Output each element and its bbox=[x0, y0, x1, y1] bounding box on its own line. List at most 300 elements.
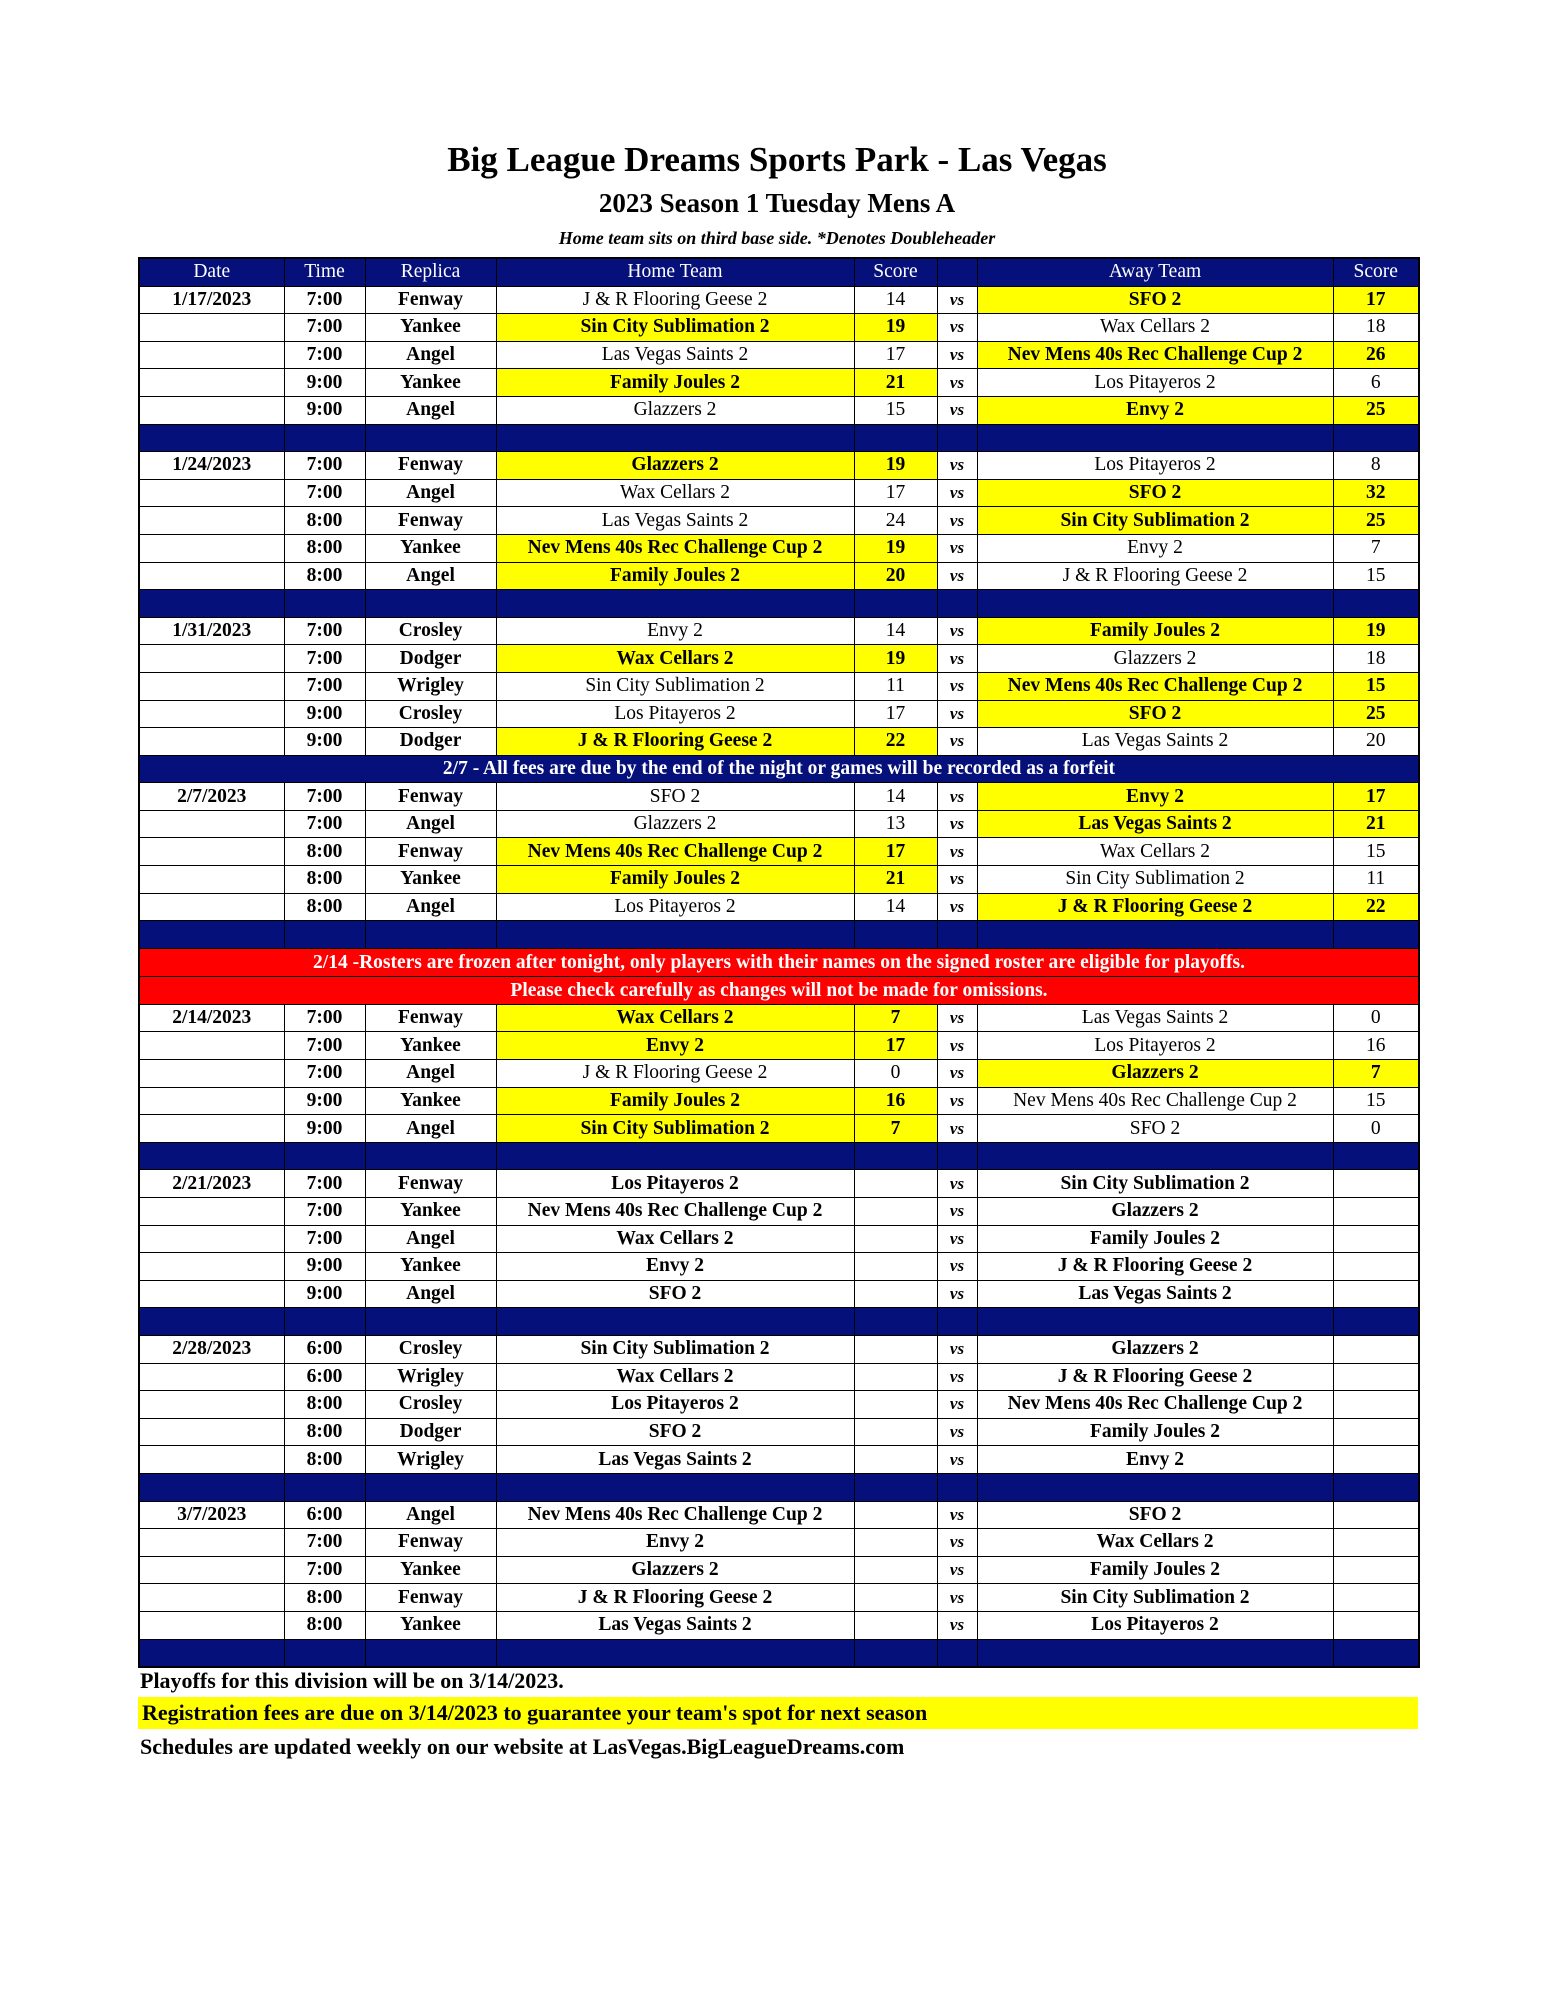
away-score: 18 bbox=[1333, 314, 1419, 342]
game-time: 9:00 bbox=[284, 1280, 365, 1308]
separator-cell bbox=[284, 1473, 365, 1501]
home-score bbox=[854, 1418, 937, 1446]
separator-cell bbox=[365, 1473, 496, 1501]
game-field: Yankee bbox=[365, 369, 496, 397]
game-field: Dodger bbox=[365, 728, 496, 756]
home-score: 14 bbox=[854, 617, 937, 645]
home-score bbox=[854, 1391, 937, 1419]
game-field: Yankee bbox=[365, 534, 496, 562]
home-team: Wax Cellars 2 bbox=[496, 1363, 854, 1391]
separator-cell bbox=[937, 1639, 977, 1667]
separator-cell bbox=[1333, 424, 1419, 452]
separator-cell bbox=[1333, 921, 1419, 949]
week-separator bbox=[139, 1308, 1419, 1336]
notice-text: 2/7 - All fees are due by the end of the night or games will be recorded as a forfeit bbox=[139, 755, 1419, 783]
away-team: Envy 2 bbox=[977, 534, 1333, 562]
home-team: Glazzers 2 bbox=[496, 396, 854, 424]
game-date bbox=[139, 1446, 284, 1474]
vs-label: vs bbox=[937, 1087, 977, 1115]
game-date bbox=[139, 645, 284, 673]
game-time: 9:00 bbox=[284, 1253, 365, 1281]
game-field: Angel bbox=[365, 893, 496, 921]
away-score: 7 bbox=[1333, 534, 1419, 562]
table-row bbox=[139, 838, 1419, 866]
home-team: SFO 2 bbox=[496, 1280, 854, 1308]
vs-label: vs bbox=[937, 810, 977, 838]
game-field: Yankee bbox=[365, 1198, 496, 1226]
game-time: 9:00 bbox=[284, 1115, 365, 1143]
away-team: J & R Flooring Geese 2 bbox=[977, 1253, 1333, 1281]
game-date: 2/7/2023 bbox=[139, 783, 284, 811]
game-time: 8:00 bbox=[284, 1391, 365, 1419]
game-time: 7:00 bbox=[284, 783, 365, 811]
home-score: 21 bbox=[854, 866, 937, 894]
home-team: Wax Cellars 2 bbox=[496, 645, 854, 673]
home-score: 7 bbox=[854, 1004, 937, 1032]
game-time: 8:00 bbox=[284, 893, 365, 921]
vs-label: vs bbox=[937, 783, 977, 811]
game-time: 7:00 bbox=[284, 810, 365, 838]
game-field: Yankee bbox=[365, 1032, 496, 1060]
home-score: 11 bbox=[854, 672, 937, 700]
away-team: Las Vegas Saints 2 bbox=[977, 728, 1333, 756]
game-time: 9:00 bbox=[284, 700, 365, 728]
away-team: Wax Cellars 2 bbox=[977, 1529, 1333, 1557]
home-score: 17 bbox=[854, 479, 937, 507]
game-date bbox=[139, 838, 284, 866]
game-field: Yankee bbox=[365, 1611, 496, 1639]
table-row bbox=[139, 1363, 1419, 1391]
away-team: Wax Cellars 2 bbox=[977, 838, 1333, 866]
vs-label: vs bbox=[937, 1115, 977, 1143]
game-date bbox=[139, 1391, 284, 1419]
game-date bbox=[139, 1611, 284, 1639]
game-field: Crosley bbox=[365, 1391, 496, 1419]
game-date bbox=[139, 479, 284, 507]
game-date bbox=[139, 1253, 284, 1281]
game-time: 7:00 bbox=[284, 1032, 365, 1060]
away-score: 7 bbox=[1333, 1060, 1419, 1088]
game-date: 1/17/2023 bbox=[139, 286, 284, 314]
table-row bbox=[139, 1501, 1419, 1529]
game-field: Fenway bbox=[365, 783, 496, 811]
separator-cell bbox=[937, 1142, 977, 1170]
table-row bbox=[139, 1170, 1419, 1198]
vs-label: vs bbox=[937, 1280, 977, 1308]
game-field: Fenway bbox=[365, 1004, 496, 1032]
vs-label: vs bbox=[937, 700, 977, 728]
game-field: Dodger bbox=[365, 1418, 496, 1446]
away-team: SFO 2 bbox=[977, 700, 1333, 728]
home-team: Los Pitayeros 2 bbox=[496, 1391, 854, 1419]
week-separator bbox=[139, 1473, 1419, 1501]
table-row bbox=[139, 1556, 1419, 1584]
game-field: Angel bbox=[365, 810, 496, 838]
game-field: Yankee bbox=[365, 314, 496, 342]
game-date bbox=[139, 1556, 284, 1584]
vs-label: vs bbox=[937, 617, 977, 645]
separator-cell bbox=[1333, 1308, 1419, 1336]
home-score bbox=[854, 1501, 937, 1529]
vs-label: vs bbox=[937, 1418, 977, 1446]
away-team: Sin City Sublimation 2 bbox=[977, 507, 1333, 535]
separator-cell bbox=[496, 921, 854, 949]
home-score bbox=[854, 1529, 937, 1557]
home-score: 16 bbox=[854, 1087, 937, 1115]
home-team: Nev Mens 40s Rec Challenge Cup 2 bbox=[496, 1198, 854, 1226]
separator-cell bbox=[496, 1308, 854, 1336]
game-time: 7:00 bbox=[284, 645, 365, 673]
away-score bbox=[1333, 1198, 1419, 1226]
vs-label: vs bbox=[937, 1584, 977, 1612]
separator-cell bbox=[937, 921, 977, 949]
away-team: Family Joules 2 bbox=[977, 617, 1333, 645]
week-separator bbox=[139, 921, 1419, 949]
away-score: 21 bbox=[1333, 810, 1419, 838]
table-row bbox=[139, 1391, 1419, 1419]
home-team: Nev Mens 40s Rec Challenge Cup 2 bbox=[496, 534, 854, 562]
away-team: J & R Flooring Geese 2 bbox=[977, 893, 1333, 921]
game-date bbox=[139, 1280, 284, 1308]
home-score: 17 bbox=[854, 838, 937, 866]
vs-label: vs bbox=[937, 1363, 977, 1391]
home-score bbox=[854, 1198, 937, 1226]
vs-label: vs bbox=[937, 1446, 977, 1474]
table-row bbox=[139, 562, 1419, 590]
away-team: Nev Mens 40s Rec Challenge Cup 2 bbox=[977, 341, 1333, 369]
away-team: Envy 2 bbox=[977, 396, 1333, 424]
vs-label: vs bbox=[937, 1501, 977, 1529]
table-row bbox=[139, 645, 1419, 673]
game-field: Crosley bbox=[365, 1335, 496, 1363]
game-field: Fenway bbox=[365, 1529, 496, 1557]
vs-label: vs bbox=[937, 479, 977, 507]
home-score: 17 bbox=[854, 700, 937, 728]
schedule-table bbox=[138, 257, 1420, 1668]
game-time: 7:00 bbox=[284, 314, 365, 342]
separator-cell bbox=[854, 1308, 937, 1336]
table-row bbox=[139, 1418, 1419, 1446]
home-score: 14 bbox=[854, 286, 937, 314]
game-field: Fenway bbox=[365, 452, 496, 480]
schedule-body bbox=[139, 286, 1419, 1667]
game-time: 7:00 bbox=[284, 1060, 365, 1088]
separator-cell bbox=[854, 1473, 937, 1501]
away-score bbox=[1333, 1611, 1419, 1639]
away-team: Wax Cellars 2 bbox=[977, 314, 1333, 342]
game-time: 8:00 bbox=[284, 1611, 365, 1639]
separator-cell bbox=[365, 1639, 496, 1667]
game-field: Fenway bbox=[365, 1584, 496, 1612]
table-row bbox=[139, 700, 1419, 728]
alert-text: Please check carefully as changes will not be made for omissions. bbox=[139, 976, 1419, 1004]
vs-label: vs bbox=[937, 507, 977, 535]
game-time: 7:00 bbox=[284, 617, 365, 645]
table-row bbox=[139, 783, 1419, 811]
table-row bbox=[139, 1060, 1419, 1088]
vs-label: vs bbox=[937, 1032, 977, 1060]
game-field: Angel bbox=[365, 562, 496, 590]
separator-cell bbox=[854, 424, 937, 452]
game-date bbox=[139, 672, 284, 700]
away-score bbox=[1333, 1391, 1419, 1419]
separator-cell bbox=[284, 921, 365, 949]
home-score: 19 bbox=[854, 645, 937, 673]
vs-label: vs bbox=[937, 866, 977, 894]
vs-label: vs bbox=[937, 838, 977, 866]
game-time: 7:00 bbox=[284, 1198, 365, 1226]
home-team: Envy 2 bbox=[496, 617, 854, 645]
game-field: Angel bbox=[365, 1115, 496, 1143]
game-date: 2/14/2023 bbox=[139, 1004, 284, 1032]
table-row bbox=[139, 866, 1419, 894]
table-row bbox=[139, 479, 1419, 507]
away-team: Envy 2 bbox=[977, 1446, 1333, 1474]
away-score: 20 bbox=[1333, 728, 1419, 756]
separator-cell bbox=[977, 1308, 1333, 1336]
vs-label: vs bbox=[937, 369, 977, 397]
away-team: SFO 2 bbox=[977, 1115, 1333, 1143]
away-team: Los Pitayeros 2 bbox=[977, 1611, 1333, 1639]
game-time: 8:00 bbox=[284, 838, 365, 866]
game-field: Angel bbox=[365, 479, 496, 507]
game-field: Angel bbox=[365, 1225, 496, 1253]
away-team: Glazzers 2 bbox=[977, 1198, 1333, 1226]
away-score: 15 bbox=[1333, 1087, 1419, 1115]
game-time: 9:00 bbox=[284, 369, 365, 397]
vs-label: vs bbox=[937, 728, 977, 756]
table-row bbox=[139, 1280, 1419, 1308]
separator-cell bbox=[977, 921, 1333, 949]
col-header-replica: Replica bbox=[365, 258, 496, 286]
table-row bbox=[139, 1115, 1419, 1143]
separator-cell bbox=[496, 590, 854, 618]
col-header-home-score: Score bbox=[854, 258, 937, 286]
game-time: 7:00 bbox=[284, 672, 365, 700]
home-team: Envy 2 bbox=[496, 1253, 854, 1281]
away-score: 25 bbox=[1333, 507, 1419, 535]
table-row bbox=[139, 893, 1419, 921]
home-score: 13 bbox=[854, 810, 937, 838]
col-header-time: Time bbox=[284, 258, 365, 286]
away-score: 19 bbox=[1333, 617, 1419, 645]
separator-cell bbox=[365, 921, 496, 949]
away-team: Glazzers 2 bbox=[977, 645, 1333, 673]
away-team: Glazzers 2 bbox=[977, 1335, 1333, 1363]
vs-label: vs bbox=[937, 1253, 977, 1281]
home-team: Glazzers 2 bbox=[496, 1556, 854, 1584]
vs-label: vs bbox=[937, 1060, 977, 1088]
away-team: Las Vegas Saints 2 bbox=[977, 1280, 1333, 1308]
col-header-home-team: Home Team bbox=[496, 258, 854, 286]
playoffs-note: Playoffs for this division will be on 3/14/2023. bbox=[140, 1668, 564, 1693]
game-date bbox=[139, 507, 284, 535]
separator-cell bbox=[365, 424, 496, 452]
table-row bbox=[139, 728, 1419, 756]
separator-cell bbox=[284, 590, 365, 618]
separator-cell bbox=[496, 1473, 854, 1501]
table-row bbox=[139, 1087, 1419, 1115]
table-row bbox=[139, 341, 1419, 369]
home-score bbox=[854, 1611, 937, 1639]
away-team: SFO 2 bbox=[977, 1501, 1333, 1529]
game-date bbox=[139, 1198, 284, 1226]
table-row bbox=[139, 1253, 1419, 1281]
separator-cell bbox=[1333, 1473, 1419, 1501]
away-team: Nev Mens 40s Rec Challenge Cup 2 bbox=[977, 1087, 1333, 1115]
away-team: Nev Mens 40s Rec Challenge Cup 2 bbox=[977, 672, 1333, 700]
game-field: Angel bbox=[365, 1060, 496, 1088]
registration-note: Registration fees are due on 3/14/2023 to guarantee your team's spot for next season bbox=[138, 1697, 1418, 1729]
col-header-away-score: Score bbox=[1333, 258, 1419, 286]
game-field: Angel bbox=[365, 1501, 496, 1529]
away-team: Las Vegas Saints 2 bbox=[977, 810, 1333, 838]
table-row bbox=[139, 452, 1419, 480]
game-date bbox=[139, 728, 284, 756]
game-time: 8:00 bbox=[284, 1446, 365, 1474]
game-field: Angel bbox=[365, 341, 496, 369]
game-time: 9:00 bbox=[284, 728, 365, 756]
game-field: Wrigley bbox=[365, 1446, 496, 1474]
away-score bbox=[1333, 1335, 1419, 1363]
home-score: 21 bbox=[854, 369, 937, 397]
vs-label: vs bbox=[937, 286, 977, 314]
away-team: Sin City Sublimation 2 bbox=[977, 1170, 1333, 1198]
vs-label: vs bbox=[937, 1335, 977, 1363]
table-header-row bbox=[139, 258, 1419, 286]
vs-label: vs bbox=[937, 1556, 977, 1584]
home-score bbox=[854, 1335, 937, 1363]
away-score: 17 bbox=[1333, 783, 1419, 811]
home-team: J & R Flooring Geese 2 bbox=[496, 1584, 854, 1612]
away-team: J & R Flooring Geese 2 bbox=[977, 562, 1333, 590]
game-field: Angel bbox=[365, 396, 496, 424]
vs-label: vs bbox=[937, 1225, 977, 1253]
home-team: Family Joules 2 bbox=[496, 562, 854, 590]
separator-cell bbox=[854, 590, 937, 618]
game-date: 2/21/2023 bbox=[139, 1170, 284, 1198]
game-date bbox=[139, 893, 284, 921]
home-team: Nev Mens 40s Rec Challenge Cup 2 bbox=[496, 838, 854, 866]
alert-row bbox=[139, 948, 1419, 976]
table-row bbox=[139, 1611, 1419, 1639]
away-score: 15 bbox=[1333, 838, 1419, 866]
table-row bbox=[139, 286, 1419, 314]
col-header-away-team: Away Team bbox=[977, 258, 1333, 286]
game-date bbox=[139, 700, 284, 728]
away-score: 17 bbox=[1333, 286, 1419, 314]
table-row bbox=[139, 534, 1419, 562]
away-score: 15 bbox=[1333, 672, 1419, 700]
away-score bbox=[1333, 1556, 1419, 1584]
home-score bbox=[854, 1584, 937, 1612]
game-time: 7:00 bbox=[284, 341, 365, 369]
game-date bbox=[139, 534, 284, 562]
home-team: Las Vegas Saints 2 bbox=[496, 1611, 854, 1639]
home-score bbox=[854, 1253, 937, 1281]
home-score: 14 bbox=[854, 893, 937, 921]
home-score: 19 bbox=[854, 314, 937, 342]
notice-row bbox=[139, 755, 1419, 783]
game-field: Fenway bbox=[365, 507, 496, 535]
away-score: 32 bbox=[1333, 479, 1419, 507]
vs-label: vs bbox=[937, 396, 977, 424]
table-row bbox=[139, 369, 1419, 397]
separator-cell bbox=[139, 1142, 284, 1170]
away-team: Family Joules 2 bbox=[977, 1556, 1333, 1584]
separator-cell bbox=[854, 921, 937, 949]
game-time: 9:00 bbox=[284, 396, 365, 424]
game-time: 8:00 bbox=[284, 507, 365, 535]
game-date: 1/24/2023 bbox=[139, 452, 284, 480]
away-team: Sin City Sublimation 2 bbox=[977, 1584, 1333, 1612]
alert-text: 2/14 -Rosters are frozen after tonight, only players with their names on the signed roster are eligible for playoffs. bbox=[139, 948, 1419, 976]
vs-label: vs bbox=[937, 452, 977, 480]
vs-label: vs bbox=[937, 1611, 977, 1639]
separator-cell bbox=[937, 590, 977, 618]
game-time: 7:00 bbox=[284, 1225, 365, 1253]
game-field: Crosley bbox=[365, 700, 496, 728]
game-time: 6:00 bbox=[284, 1335, 365, 1363]
away-score bbox=[1333, 1170, 1419, 1198]
home-team: Wax Cellars 2 bbox=[496, 479, 854, 507]
away-score bbox=[1333, 1501, 1419, 1529]
home-score: 19 bbox=[854, 452, 937, 480]
game-time: 8:00 bbox=[284, 1418, 365, 1446]
separator-cell bbox=[854, 1142, 937, 1170]
away-score bbox=[1333, 1529, 1419, 1557]
week-separator bbox=[139, 1142, 1419, 1170]
table-row bbox=[139, 1584, 1419, 1612]
vs-label: vs bbox=[937, 562, 977, 590]
table-row bbox=[139, 617, 1419, 645]
away-score: 16 bbox=[1333, 1032, 1419, 1060]
game-field: Yankee bbox=[365, 1556, 496, 1584]
separator-cell bbox=[365, 1308, 496, 1336]
home-score: 19 bbox=[854, 534, 937, 562]
game-field: Fenway bbox=[365, 1170, 496, 1198]
home-team: Sin City Sublimation 2 bbox=[496, 1115, 854, 1143]
separator-cell bbox=[284, 1142, 365, 1170]
game-date bbox=[139, 1529, 284, 1557]
home-score: 0 bbox=[854, 1060, 937, 1088]
game-date bbox=[139, 866, 284, 894]
game-time: 7:00 bbox=[284, 479, 365, 507]
away-score bbox=[1333, 1280, 1419, 1308]
home-score: 7 bbox=[854, 1115, 937, 1143]
away-score bbox=[1333, 1418, 1419, 1446]
away-team: SFO 2 bbox=[977, 479, 1333, 507]
separator-cell bbox=[937, 1308, 977, 1336]
game-field: Dodger bbox=[365, 645, 496, 673]
game-date bbox=[139, 314, 284, 342]
separator-cell bbox=[496, 1142, 854, 1170]
home-score: 24 bbox=[854, 507, 937, 535]
game-time: 6:00 bbox=[284, 1501, 365, 1529]
game-time: 8:00 bbox=[284, 562, 365, 590]
game-date bbox=[139, 1225, 284, 1253]
vs-label: vs bbox=[937, 1004, 977, 1032]
game-date bbox=[139, 1584, 284, 1612]
away-score bbox=[1333, 1253, 1419, 1281]
game-date bbox=[139, 1087, 284, 1115]
game-field: Yankee bbox=[365, 1087, 496, 1115]
home-score: 15 bbox=[854, 396, 937, 424]
home-team: J & R Flooring Geese 2 bbox=[496, 1060, 854, 1088]
home-team: Family Joules 2 bbox=[496, 866, 854, 894]
vs-label: vs bbox=[937, 893, 977, 921]
home-team: Los Pitayeros 2 bbox=[496, 893, 854, 921]
